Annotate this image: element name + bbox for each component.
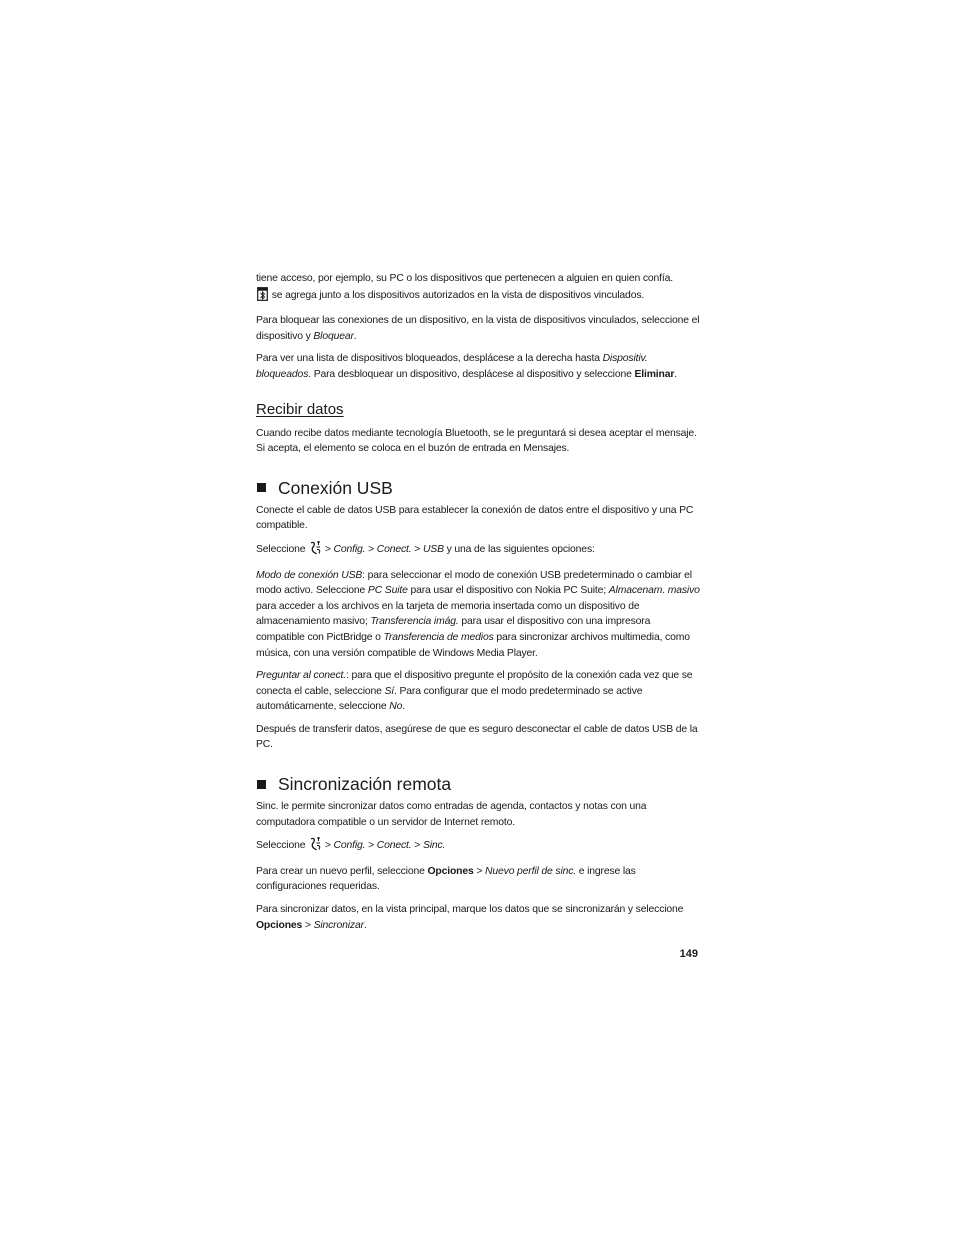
section-bullet bbox=[257, 780, 266, 789]
menu-key-icon bbox=[309, 837, 321, 857]
authorized-device-icon bbox=[257, 287, 268, 307]
subheading-recibir-datos: Recibir datos bbox=[256, 400, 344, 418]
paragraph-usb-safe: Después de transferir datos, asegúrese de que es seguro desconectar el cable de datos USB de la PC. bbox=[256, 723, 698, 751]
page-content bbox=[256, 271, 700, 940]
section-heading-usb: Conexión USB bbox=[256, 478, 700, 498]
paragraph-usb-connect: Conecte el cable de datos USB para establecer la conexión de datos entre el dispositivo y una PC compatible. bbox=[256, 504, 694, 532]
section-bullet bbox=[257, 483, 266, 492]
page-number: 149 bbox=[679, 948, 698, 960]
paragraph-blocked-list: Para ver una lista de dispositivos bloqueados, desplácese a la derecha hasta Dispositiv. bloqueados. Para desbloquear un dispositivo, desplácese al dispositivo y seleccione Eliminar. bbox=[256, 353, 678, 380]
paragraph-usb-mode: Modo de conexión USB: para seleccionar el modo de conexión USB predeterminado o cambiar el modo activo. Seleccione PC Suite para usar el dispositivo con Nokia PC Suite; Almacenam. masivo para acceder a los archivos en la tarjeta de memoria insertada como un dispositivo de almacenamiento masivo; Transferencia imág. para usar el dispositivo con una impresora compatible con PictBridge o Transferencia de medios para sincronizar archivos multimedia, como música, con una versión compatible de Windows Media Player. bbox=[256, 569, 700, 659]
paragraph-block: Para bloquear las conexiones de un dispositivo, en la vista de dispositivos vinculados, seleccione el dispositivo y Bloquear. bbox=[256, 315, 700, 342]
paragraph-sync-run: Para sincronizar datos, en la vista principal, marque los datos que se sincronizarán y seleccione Opciones > Sincronizar. bbox=[256, 904, 684, 931]
paragraph-sync-new-profile: Para crear un nuevo perfil, seleccione Opciones > Nuevo perfil de sinc. e ingrese las configuraciones requeridas. bbox=[256, 865, 636, 893]
paragraph-usb-ask: Preguntar al conect.: para que el dispositivo pregunte el propósito de la conexión cada vez que se conecta el cable, seleccione Sí. Para configurar que el modo predeterminado se active automáticamente, seleccione No. bbox=[256, 670, 693, 713]
menu-key-icon bbox=[309, 541, 321, 561]
paragraph-usb-select: Seleccione > Config. > Conect. > USB y una de las siguientes opciones: bbox=[256, 541, 700, 561]
paragraph-authorized: tiene acceso, por ejemplo, su PC o los dispositivos que pertenecen a alguien en quien confía. se agrega junto a los dispositivos autorizados en la vista de dispositivos vinculados. bbox=[256, 271, 700, 306]
paragraph-recibir: Cuando recibe datos mediante tecnología Bluetooth, se le preguntará si desea aceptar el mensaje. Si acepta, el elemento se coloca en el buzón de entrada en Mensajes. bbox=[256, 427, 697, 455]
section-heading-sync: Sincronización remota bbox=[256, 774, 700, 794]
paragraph-sync-select: Seleccione > Config. > Conect. > Sinc. bbox=[256, 837, 700, 857]
paragraph-sync-intro: Sinc. le permite sincronizar datos como entradas de agenda, contactos y notas con una computadora compatible o un servidor de Internet remoto. bbox=[256, 801, 647, 828]
